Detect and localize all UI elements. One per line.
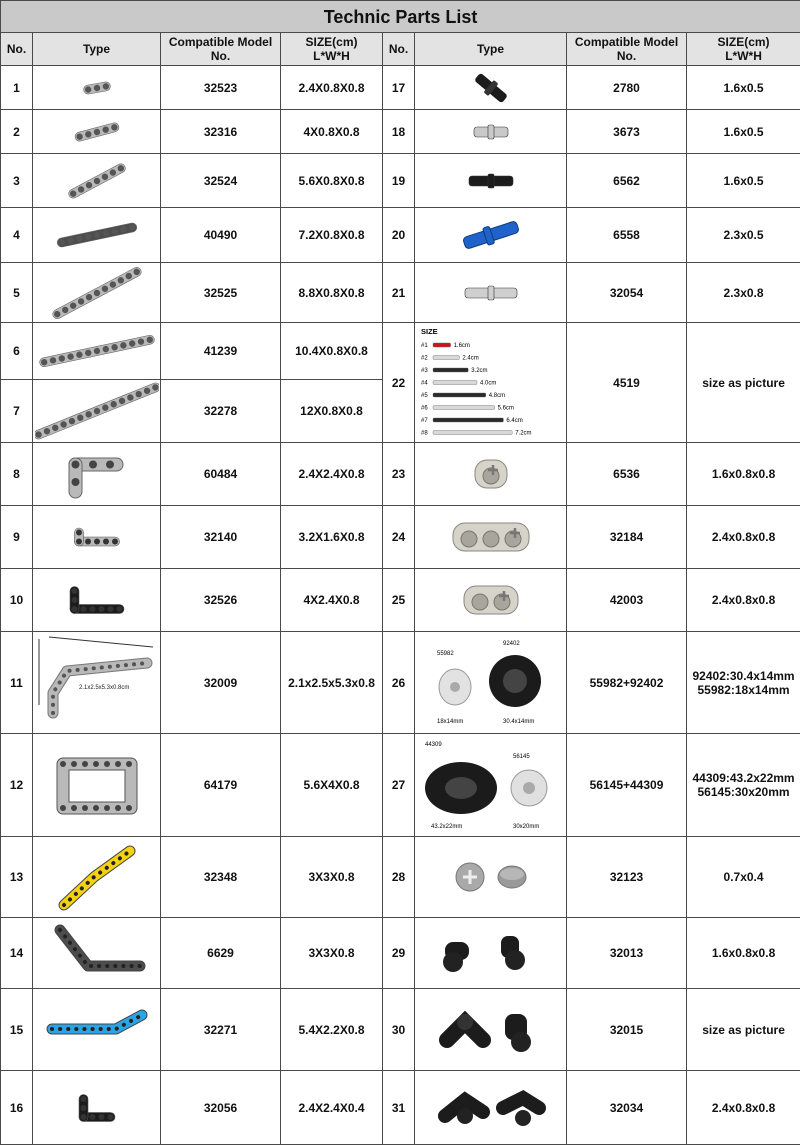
model-number: 32526 [161, 569, 281, 632]
table-row [1, 918, 800, 989]
model-number: 55982+92402 [567, 632, 687, 734]
part-size: 1.6x0.5 [687, 110, 800, 154]
axle-chart-item-length: 6.4cm [506, 418, 522, 424]
part-size: 3.2X1.6X0.8 [281, 506, 383, 569]
part-image [415, 263, 567, 323]
table-row [1, 110, 800, 154]
part-image [33, 154, 161, 208]
part-size: 92402:30.4x14mm 55982:18x14mm [687, 632, 800, 734]
table-row [1, 506, 800, 569]
row-number: 16 [1, 1071, 33, 1145]
table-row [1, 323, 800, 380]
model-number: 32056 [161, 1071, 281, 1145]
wheel-small-tire-label: 92402 [503, 641, 520, 647]
part-size: 4X2.4X0.8 [281, 569, 383, 632]
model-number: 32009 [161, 632, 281, 734]
model-number: 32524 [161, 154, 281, 208]
axle-chart-item-label: #6 [421, 405, 428, 411]
part-size: 4X0.8X0.8 [281, 110, 383, 154]
table-row [1, 632, 800, 734]
model-number: 32278 [161, 380, 281, 443]
part-size: 1.6x0.5 [687, 154, 800, 208]
part-image [415, 734, 567, 837]
axle-chart-bar [433, 380, 477, 384]
table-row [1, 569, 800, 632]
part-image [33, 1071, 161, 1145]
table-row [1, 837, 800, 918]
part-image [33, 208, 161, 263]
part-image [33, 989, 161, 1071]
part-size: 1.6x0.8x0.8 [687, 443, 800, 506]
part-image [415, 66, 567, 110]
table-row [1, 1071, 800, 1145]
wheel-large-tire-dim: 43.2x22mm [431, 824, 462, 830]
wheel-large-rim-label: 56145 [513, 754, 530, 760]
wheel-large-rim-dim: 30x20mm [513, 824, 539, 830]
col-header-type: Type [415, 33, 567, 66]
part-image [415, 506, 567, 569]
axle-chart-item-length: 7.2cm [515, 430, 531, 436]
table-row [1, 208, 800, 263]
row-number: 13 [1, 837, 33, 918]
part-size: 2.4X2.4X0.8 [281, 443, 383, 506]
part-size: 2.4x0.8x0.8 [687, 569, 800, 632]
part-size: 10.4X0.8X0.8 [281, 323, 383, 380]
model-number: 6558 [567, 208, 687, 263]
axle-chart-bar [433, 418, 503, 422]
part-image [33, 918, 161, 989]
part-image [33, 110, 161, 154]
model-number: 32523 [161, 66, 281, 110]
part-image [33, 443, 161, 506]
model-number: 42003 [567, 569, 687, 632]
row-number: 12 [1, 734, 33, 837]
model-number: 56145+44309 [567, 734, 687, 837]
row-number: 30 [383, 989, 415, 1071]
part-size: 2.4x0.8x0.8 [687, 1071, 800, 1145]
model-number: 32525 [161, 263, 281, 323]
part-image [33, 506, 161, 569]
part-image [33, 734, 161, 837]
part-image [33, 837, 161, 918]
axle-chart-bar [433, 393, 486, 397]
part-image [33, 569, 161, 632]
row-number: 17 [383, 66, 415, 110]
model-number: 32054 [567, 263, 687, 323]
part-image [415, 918, 567, 989]
row-number: 28 [383, 837, 415, 918]
col-header-no: No. [383, 33, 415, 66]
part-size: 7.2X0.8X0.8 [281, 208, 383, 263]
part-size: 3X3X0.8 [281, 837, 383, 918]
axle-chart-item-label: #7 [421, 418, 428, 424]
model-number: 32140 [161, 506, 281, 569]
part-image [415, 208, 567, 263]
part-image [415, 569, 567, 632]
axle-chart-item-length: 4.0cm [480, 380, 496, 386]
axle-chart-item-label: #2 [421, 355, 428, 361]
axle-chart-bar [433, 355, 459, 359]
row-number: 10 [1, 569, 33, 632]
model-number: 41239 [161, 323, 281, 380]
row-number: 27 [383, 734, 415, 837]
wheel-small-tire-dim: 30.4x14mm [503, 719, 534, 725]
model-number: 4519 [567, 323, 687, 443]
col-header-model: Compatible Model No. [567, 33, 687, 66]
part-image [415, 989, 567, 1071]
row-number: 1 [1, 66, 33, 110]
model-number: 3673 [567, 110, 687, 154]
table-row [1, 263, 800, 323]
wheel-large-tire-label: 44309 [425, 742, 442, 748]
part-size: 12X0.8X0.8 [281, 380, 383, 443]
row-number: 5 [1, 263, 33, 323]
col-header-model: Compatible Model No. [161, 33, 281, 66]
bent-beam-dims-label: 2.1x2.5x5.3x0.8cm [79, 685, 129, 691]
part-image [33, 632, 161, 734]
axle-chart-bar [433, 430, 512, 434]
axle-chart-item-label: #8 [421, 430, 428, 436]
table-row [1, 66, 800, 110]
model-number: 32013 [567, 918, 687, 989]
part-image [415, 443, 567, 506]
row-number: 6 [1, 323, 33, 380]
part-image [415, 632, 567, 734]
model-number: 40490 [161, 208, 281, 263]
model-number: 2780 [567, 66, 687, 110]
row-number: 3 [1, 154, 33, 208]
part-size: 2.3x0.8 [687, 263, 800, 323]
part-size: 2.4X0.8X0.8 [281, 66, 383, 110]
wheel-small-rim-label: 55982 [437, 651, 454, 657]
part-size: 5.6X4X0.8 [281, 734, 383, 837]
axle-chart-bar [433, 405, 495, 409]
axle-chart-item-length: 3.2cm [471, 368, 487, 374]
row-number: 7 [1, 380, 33, 443]
part-size: 1.6x0.8x0.8 [687, 918, 800, 989]
part-image [415, 1071, 567, 1145]
row-number: 11 [1, 632, 33, 734]
axle-chart-bar [433, 343, 451, 347]
table-row [1, 154, 800, 208]
axle-chart-item-length: 5.6cm [497, 405, 513, 411]
part-size: 44309:43.2x22mm 56145:30x20mm [687, 734, 800, 837]
axle-chart-item-label: #4 [421, 380, 428, 386]
model-number: 6536 [567, 443, 687, 506]
model-number: 32271 [161, 989, 281, 1071]
axle-chart-item-label: #1 [421, 343, 428, 349]
part-size: 1.6x0.5 [687, 66, 800, 110]
wheel-small-rim-dim: 18x14mm [437, 719, 463, 725]
row-number: 29 [383, 918, 415, 989]
part-image [33, 263, 161, 323]
col-header-size: SIZE(cm) L*W*H [687, 33, 800, 66]
row-number: 25 [383, 569, 415, 632]
row-number: 26 [383, 632, 415, 734]
axle-chart-item-length: 4.8cm [488, 393, 504, 399]
row-number: 22 [383, 323, 415, 443]
axle-chart-item-length: 2.4cm [462, 355, 478, 361]
row-number: 2 [1, 110, 33, 154]
row-number: 4 [1, 208, 33, 263]
model-number: 32348 [161, 837, 281, 918]
part-size: 2.4x0.8x0.8 [687, 506, 800, 569]
table-row [1, 989, 800, 1071]
col-header-no: No. [1, 33, 33, 66]
part-image [415, 110, 567, 154]
model-number: 32316 [161, 110, 281, 154]
part-image [415, 323, 567, 443]
model-number: 6562 [567, 154, 687, 208]
model-number: 60484 [161, 443, 281, 506]
row-number: 15 [1, 989, 33, 1071]
part-size: 5.4X2.2X0.8 [281, 989, 383, 1071]
model-number: 32015 [567, 989, 687, 1071]
axle-chart-bar [433, 368, 468, 372]
part-image [33, 380, 161, 443]
col-header-type: Type [33, 33, 161, 66]
part-image [33, 323, 161, 380]
table-row [1, 443, 800, 506]
table-row [1, 734, 800, 837]
part-size: 3X3X0.8 [281, 918, 383, 989]
part-size: size as picture [687, 989, 800, 1071]
axle-chart-heading: SIZE [421, 327, 438, 336]
axle-chart-item-label: #5 [421, 393, 428, 399]
part-size: size as picture [687, 323, 800, 443]
model-number: 32123 [567, 837, 687, 918]
model-number: 6629 [161, 918, 281, 989]
col-header-size: SIZE(cm) L*W*H [281, 33, 383, 66]
row-number: 23 [383, 443, 415, 506]
axle-chart-item-length: 1.6cm [453, 343, 469, 349]
row-number: 14 [1, 918, 33, 989]
row-number: 19 [383, 154, 415, 208]
row-number: 31 [383, 1071, 415, 1145]
row-number: 24 [383, 506, 415, 569]
part-image [415, 154, 567, 208]
part-size: 8.8X0.8X0.8 [281, 263, 383, 323]
row-number: 9 [1, 506, 33, 569]
row-number: 21 [383, 263, 415, 323]
model-number: 64179 [161, 734, 281, 837]
table-title: Technic Parts List [1, 1, 800, 33]
part-size: 2.4X2.4X0.4 [281, 1071, 383, 1145]
axle-chart-item-label: #3 [421, 368, 428, 374]
part-image [33, 66, 161, 110]
header-row [1, 33, 800, 66]
part-size: 2.3x0.5 [687, 208, 800, 263]
part-size: 0.7x0.4 [687, 837, 800, 918]
part-size: 2.1x2.5x5.3x0.8 [281, 632, 383, 734]
row-number: 20 [383, 208, 415, 263]
part-image [415, 837, 567, 918]
model-number: 32184 [567, 506, 687, 569]
part-size: 5.6X0.8X0.8 [281, 154, 383, 208]
row-number: 18 [383, 110, 415, 154]
row-number: 8 [1, 443, 33, 506]
model-number: 32034 [567, 1071, 687, 1145]
